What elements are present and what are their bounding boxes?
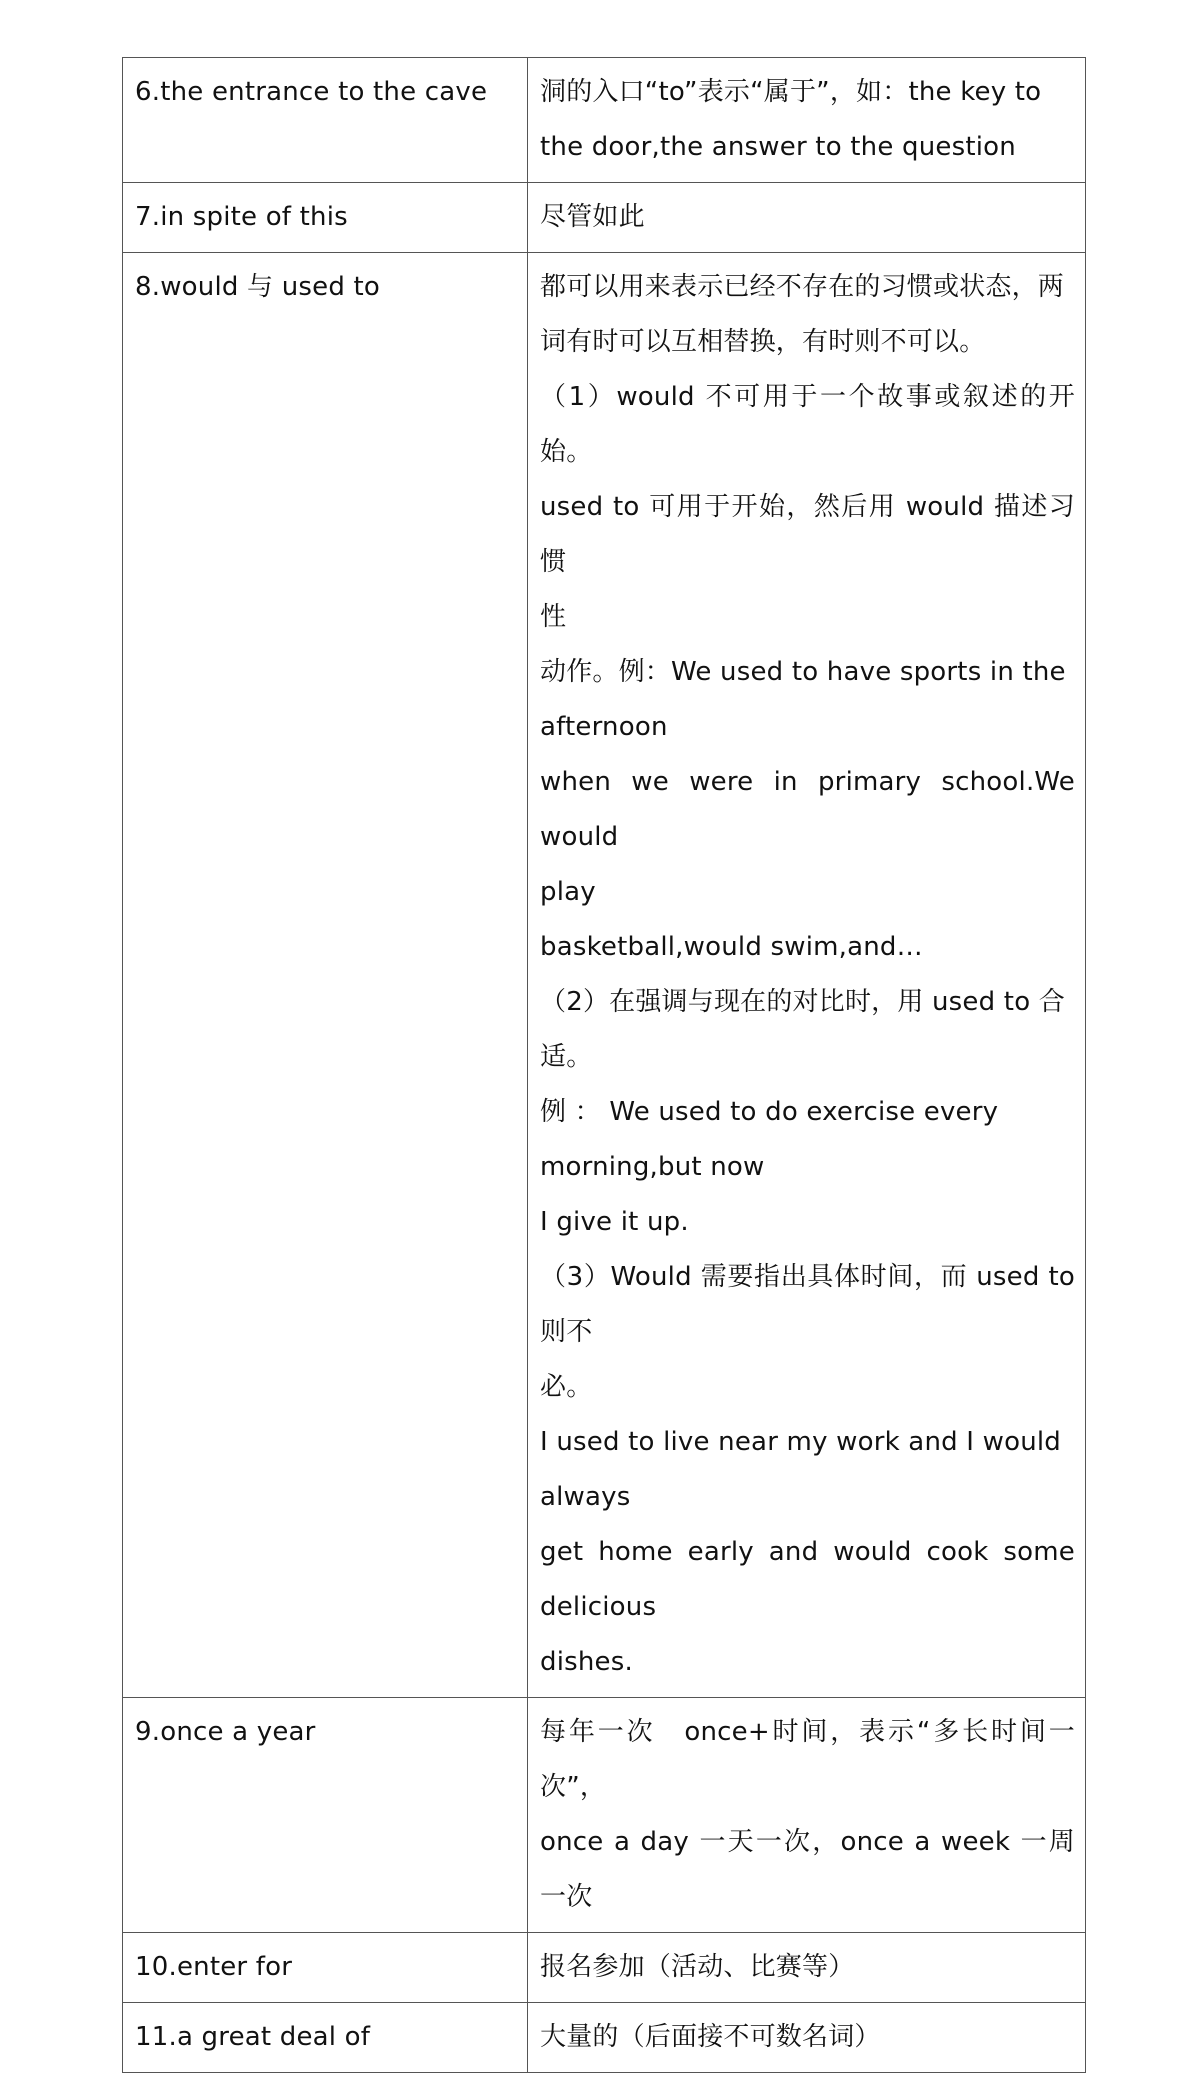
explanation-line: 词有时可以互相替换，有时则不可以。 — [540, 327, 986, 357]
explanation-line: morning,but now — [540, 1152, 765, 1182]
explanation-line: 动作。例：We used to have sports in the — [540, 657, 1066, 687]
explanation-line: the door,the answer to the question — [540, 132, 1016, 162]
explanation-line: 尽管如此 — [540, 202, 645, 232]
explanation-line: 大量的（后面接不可数名词） — [540, 2022, 881, 2052]
explanation-line: 适。 — [540, 1042, 593, 1072]
explanation-cell — [528, 183, 1086, 253]
explanation-line: 必。 — [540, 1372, 593, 1402]
explanation-line: basketball,would swim,and… — [540, 932, 923, 962]
explanation-line: （1）would 不可用于一个故事或叙述的开始。 — [540, 382, 1075, 467]
explanation-line: dishes. — [540, 1647, 633, 1677]
explanation-cell — [528, 1933, 1086, 2003]
table-row — [123, 58, 1086, 183]
explanation-line: 性 — [540, 602, 567, 632]
explanation-cell — [528, 1698, 1086, 1933]
phrase-cell: 9.once a year — [123, 1698, 528, 1933]
explanation-line: once a day 一天一次，once a week 一周一次 — [540, 1827, 1075, 1912]
phrase-cell: 10.enter for — [123, 1933, 528, 2003]
explanation-cell — [528, 58, 1086, 183]
explanation-line: 洞的入口“to”表示“属于”，如：the key to — [540, 77, 1042, 107]
vocabulary-table — [122, 57, 1086, 2073]
explanation-line: get home early and would cook some delicious — [540, 1537, 1075, 1622]
phrase-cell: 8.would 与 used to — [123, 253, 528, 1698]
explanation-line: 都可以用来表示已经不存在的习惯或状态，两 — [540, 272, 1065, 302]
table-row — [123, 2003, 1086, 2073]
phrase-cell: 11.a great deal of — [123, 2003, 528, 2073]
table-row — [123, 1933, 1086, 2003]
table-row — [123, 183, 1086, 253]
explanation-line: 报名参加（活动、比赛等） — [540, 1952, 855, 1982]
explanation-cell — [528, 2003, 1086, 2073]
explanation-line: 每年一次 once+时间，表示“多长时间一次”， — [540, 1717, 1075, 1802]
explanation-line: always — [540, 1482, 631, 1512]
phrase-cell: 7.in spite of this — [123, 183, 528, 253]
explanation-line: （3）Would 需要指出具体时间，而 used to 则不 — [540, 1262, 1075, 1347]
explanation-line: 例 ： We used to do exercise every — [540, 1097, 999, 1127]
phrase-cell: 6.the entrance to the cave — [123, 58, 528, 183]
explanation-line: used to 可用于开始，然后用 would 描述习惯 — [540, 492, 1075, 577]
explanation-cell — [528, 253, 1086, 1698]
explanation-line: play — [540, 877, 596, 907]
table-row — [123, 253, 1086, 1698]
explanation-line: when we were in primary school.We would — [540, 767, 1075, 852]
explanation-line: （2）在强调与现在的对比时，用 used to 合 — [540, 987, 1065, 1017]
table-row — [123, 1698, 1086, 1933]
explanation-line: I used to live near my work and I would — [540, 1427, 1061, 1457]
explanation-line: afternoon — [540, 712, 668, 742]
explanation-line: I give it up. — [540, 1207, 689, 1237]
